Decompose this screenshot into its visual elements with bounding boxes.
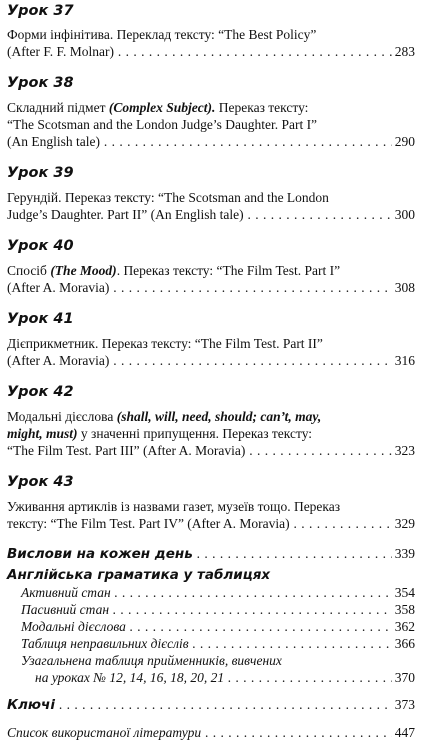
page-number: 329 xyxy=(394,516,415,531)
lesson-title: Урок 40 xyxy=(7,238,74,254)
page-number: 339 xyxy=(394,546,415,561)
toc-entry-row[interactable] xyxy=(7,206,415,223)
lesson-title: Урок 37 xyxy=(7,3,74,19)
page-number: 283 xyxy=(394,44,415,59)
page-number: 290 xyxy=(394,134,415,149)
grammar-term: (Complex Subject). xyxy=(108,100,216,115)
toc-entry-text: Активний стан . . . xyxy=(7,584,392,601)
grammar-term: might, must) xyxy=(7,426,78,441)
lesson-37 xyxy=(7,0,415,60)
page-number: 308 xyxy=(394,280,415,295)
toc-entry-text: Ключі . . . xyxy=(7,696,392,714)
toc-entry-text: Список використаної літератури . . . xyxy=(7,724,392,741)
lesson-43 xyxy=(7,473,415,532)
page-number: 370 xyxy=(394,670,415,685)
toc-entry-text: (After A. Moravia) . . . xyxy=(7,352,392,369)
lesson-40 xyxy=(7,237,415,296)
toc-entry-text: “The Film Test. Part III” (After A. Moravia) . . . xyxy=(7,442,392,459)
lesson-topic-line: Герундій. Переказ тексту: “The Scotsman and the London xyxy=(7,190,329,205)
toc-entry-row[interactable] xyxy=(7,669,415,686)
toc-entry-keys[interactable] xyxy=(7,696,415,714)
lesson-topic-line: might, must) у значенні припущення. Переказ тексту: xyxy=(7,426,313,441)
toc-entry-text: на уроках № 12, 14, 16, 18, 20, 21 . . . xyxy=(7,669,392,686)
lesson-title: Урок 38 xyxy=(7,75,74,91)
toc-entry-row[interactable] xyxy=(7,133,415,150)
toc-entry-row[interactable] xyxy=(7,635,415,652)
lesson-topic-line: Форми інфінітива. Переклад тексту: “The Best Policy” xyxy=(7,27,317,42)
grammar-section xyxy=(7,567,415,686)
lesson-topic-line: Дієприкметник. Переказ тексту: “The Film Test. Part II” xyxy=(7,336,323,351)
toc-entry-row[interactable] xyxy=(7,584,415,601)
toc-entry-row[interactable] xyxy=(7,601,415,618)
page-number: 373 xyxy=(394,697,415,712)
toc-entry-text: Вислови на кожен день . . . xyxy=(7,545,392,563)
page-number: 358 xyxy=(394,602,415,617)
page-number: 447 xyxy=(394,725,415,740)
toc-entry-text: Таблиця неправильних дієслів . . . xyxy=(7,635,392,652)
toc-entry-text: Модальні дієслова . . . xyxy=(7,618,392,635)
toc-entry-text: Узагальнена таблиця прийменників, вивчених xyxy=(21,653,282,668)
toc-entry-text: тексту: “The Film Test. Part IV” (After A. Moravia) . . . xyxy=(7,515,392,532)
grammar-term: (shall, will, need, should; can’t, may, xyxy=(116,409,322,424)
lesson-39 xyxy=(7,164,415,223)
toc-entry-text: (After A. Moravia) . . . xyxy=(7,279,392,296)
toc-entry-row[interactable] xyxy=(7,618,415,635)
lesson-41 xyxy=(7,310,415,369)
page-number: 323 xyxy=(394,443,415,458)
section-title: Англійська граматика у таблицях xyxy=(7,567,271,583)
toc-entry-row[interactable] xyxy=(7,352,415,369)
toc-entry-row[interactable] xyxy=(7,515,415,532)
page-number: 354 xyxy=(394,585,415,600)
page-number: 316 xyxy=(394,353,415,368)
lesson-title: Урок 42 xyxy=(7,384,74,400)
toc-entry-text: (An English tale) . . . xyxy=(7,133,392,150)
page-number: 300 xyxy=(394,207,415,222)
page-number: 366 xyxy=(394,636,415,651)
lesson-topic-line: Складний підмет (Complex Subject). Переказ тексту: xyxy=(7,100,309,115)
toc-entry-text: Пасивний стан . . . xyxy=(7,601,392,618)
lesson-title: Урок 43 xyxy=(7,474,74,490)
grammar-term: (The Mood) xyxy=(50,263,117,278)
lesson-42 xyxy=(7,383,415,459)
toc-entry-text: (After F. F. Molnar) . . . xyxy=(7,43,392,60)
toc-entry-row[interactable] xyxy=(7,442,415,459)
lesson-topic-line: “The Scotsman and the London Judge’s Daughter. Part I” xyxy=(7,117,318,132)
lesson-topic-line: Модальні дієслова (shall, will, need, should; can’t, may, xyxy=(7,409,322,424)
toc-entry-literature[interactable] xyxy=(7,724,415,741)
lesson-topic-line: Уживання артиклів із назвами газет, музеїв тощо. Переказ xyxy=(7,499,341,514)
toc-entry-row[interactable] xyxy=(7,43,415,60)
lesson-topic-line: Спосіб (The Mood). Переказ тексту: “The Film Test. Part I” xyxy=(7,263,341,278)
toc-entry-text: Judge’s Daughter. Part II” (An English tale) . . . xyxy=(7,206,392,223)
lesson-title: Урок 39 xyxy=(7,165,74,181)
toc-entry-daily-phrases[interactable] xyxy=(7,545,415,563)
lesson-title: Урок 41 xyxy=(7,311,74,327)
page-number: 362 xyxy=(394,619,415,634)
lesson-38 xyxy=(7,74,415,150)
toc-entry-row[interactable] xyxy=(7,279,415,296)
